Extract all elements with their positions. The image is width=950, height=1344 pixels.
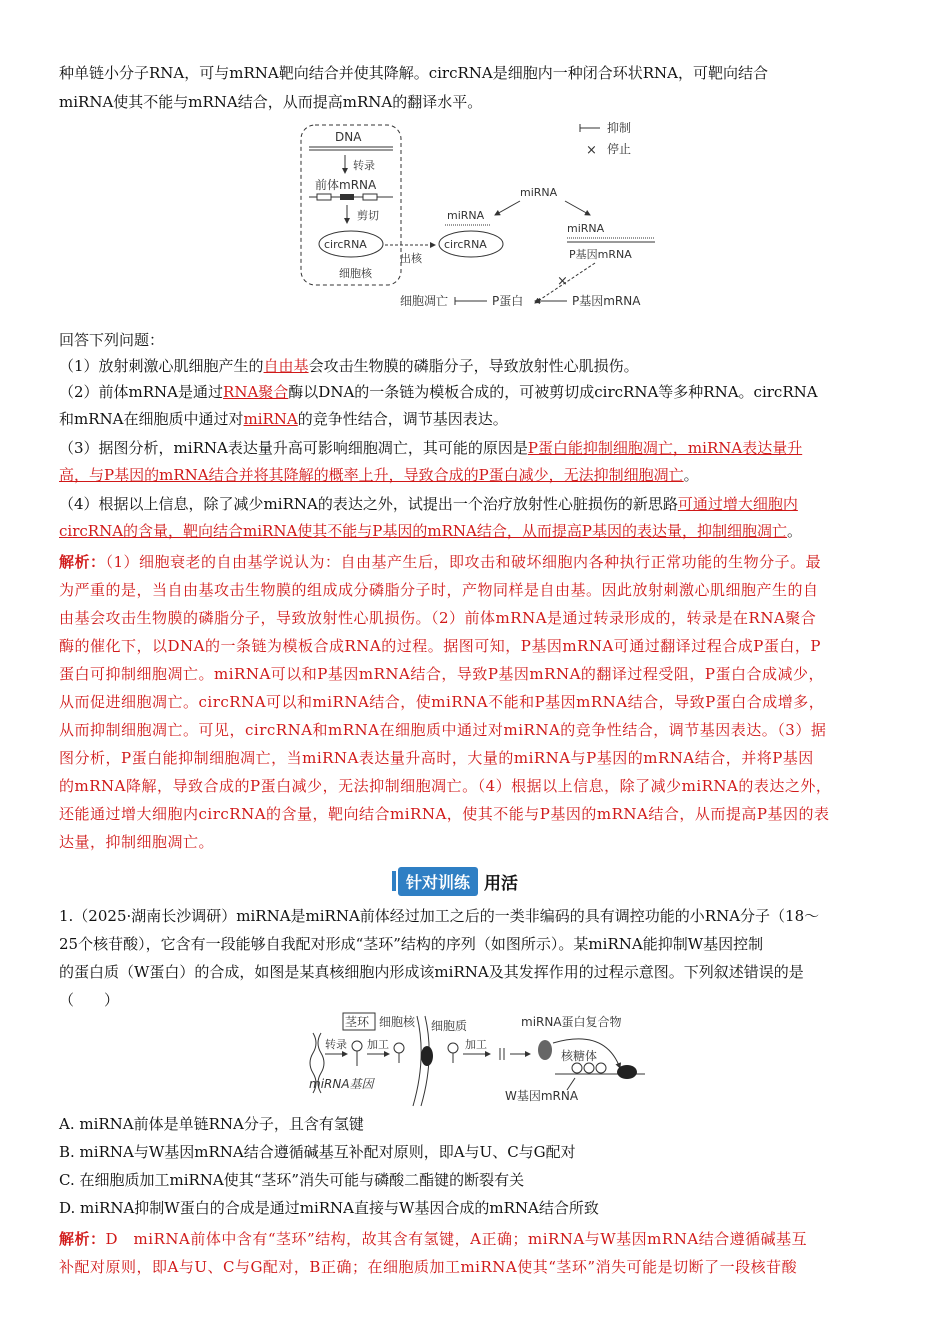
- complex-label: miRNA蛋白复合物: [521, 1015, 622, 1029]
- svg-text:×: ×: [586, 143, 597, 158]
- option-d: D. miRNA抑制W蛋白的合成是通过miRNA直接与W基因合成的mRNA结合所致: [59, 1199, 599, 1217]
- option-c: C. 在细胞质加工miRNA使其“茎环”消失可能与磷酸二酯键的断裂有关: [59, 1171, 525, 1189]
- answer-3b: 高，与P基因的mRNA结合并将其降解的概率上升，导致合成的P蛋白减少，无法抑制细胞凋亡: [59, 466, 684, 484]
- analysis-1-line: 图分析，P蛋白能抑制细胞凋亡，当miRNA表达量升高时，大量的miRNA与P基因的mRNA结合，并将P基因: [59, 749, 814, 767]
- nucleus-box: [301, 125, 401, 285]
- analysis-1-label: 解析：: [59, 553, 106, 571]
- figure-circrna-mirna-diagram: [295, 115, 665, 320]
- circrna-cyto-label: circRNA: [444, 238, 487, 251]
- transcribe-label: 转录: [325, 1038, 347, 1051]
- problem-1-line-4: （ ）: [59, 991, 120, 1009]
- gene-label: miRNA基因: [309, 1077, 374, 1091]
- cytoplasm-label: 细胞质: [431, 1019, 468, 1033]
- analysis-1-line: 达量，抑制细胞凋亡。: [59, 833, 215, 851]
- export-label: 出核: [400, 252, 422, 265]
- analysis-2-answer: D: [105, 1230, 119, 1248]
- transcribe-label: 转录: [353, 159, 375, 172]
- dna-label: DNA: [335, 130, 362, 144]
- legend-inhibit: 抑制: [607, 121, 632, 135]
- problem-1-line-3: 的蛋白质（W蛋白）的合成，如图是某真核细胞内形成该miRNA及其发挥作用的过程示意图。下列叙述错误的是: [59, 963, 804, 981]
- mirna-right-label: miRNA: [567, 222, 605, 235]
- mirna-protein-complex: [538, 1040, 552, 1060]
- svg-text:×: ×: [557, 274, 568, 289]
- analysis-2-line: 补配对原则，即A与U、C与G配对，B正确；在细胞质加工miRNA使其“茎环”消失可能是切断了一段核苷酸: [59, 1258, 798, 1276]
- question-4-line-2: circRNA的含量，靶向结合miRNA使其不能与P基因的mRNA结合，从而提高P基因的表达量，抑制细胞凋亡。: [59, 522, 802, 540]
- analysis-1-line: 解析：（1）细胞衰老的自由基学说认为：自由基产生后，即攻击和破坏细胞内各种执行正常功能的生物分子。最: [59, 553, 822, 571]
- question-1: （1）放射刺激心肌细胞产生的自由基会攻击生物膜的磷脂分子，导致放射性心肌损伤。: [59, 357, 639, 375]
- mirna-left-label: miRNA: [447, 209, 485, 222]
- question-2-line-2: 和mRNA在细胞质中通过对miRNA的竞争性结合，调节基因表达。: [59, 410, 508, 428]
- process1-label: 加工: [367, 1038, 389, 1051]
- p-gene-mrna-top-label: P基因mRNA: [569, 248, 632, 261]
- answer-2a: RNA聚合: [223, 383, 289, 401]
- mirna-top-label: miRNA: [520, 186, 558, 199]
- answer-4b: circRNA的含量，靶向结合miRNA使其不能与P基因的mRNA结合，从而提高P基因的表达量，抑制细胞凋亡: [59, 522, 787, 540]
- analysis-1-line: 从而抑制细胞凋亡。可见，circRNA和mRNA在细胞质中通过对miRNA的竞争性结合，调节基因表达。（3）据: [59, 721, 827, 739]
- problem-1-line-2: 25个核苷酸），它含有一段能够自我配对形成“茎环”结构的序列（如图所示）。某miRNA能抑制W基因控制: [59, 935, 764, 953]
- section-heading: [398, 867, 518, 895]
- section-side-label: 用活: [484, 873, 519, 894]
- p-gene-mrna-bottom-label: P基因mRNA: [572, 294, 641, 308]
- analysis-1: [59, 548, 897, 856]
- ribosome-label: 核糖体: [561, 1049, 598, 1063]
- analysis-1-line: 蛋白可抑制细胞凋亡。miRNA可以和P基因mRNA结合，导致P基因mRNA的翻译过程受阻，P蛋白合成减少，: [59, 665, 825, 683]
- section-badge: 针对训练: [398, 867, 478, 896]
- legend-stop: 停止: [607, 142, 632, 156]
- process2-label: 加工: [465, 1038, 487, 1051]
- problem-1-line-1: 1.（2025·湖南长沙调研）miRNA是miRNA前体经过加工之后的一类非编码的具有调控功能的小RNA分子（18～: [59, 907, 820, 925]
- ribosome-bound: [617, 1065, 637, 1079]
- questions-intro: 回答下列问题：: [59, 331, 165, 349]
- analysis-1-line: 为严重的是，当自由基攻击生物膜的组成成分磷脂分子时，产物同样是自由基。因此放射刺激心肌细胞产生的自: [59, 581, 819, 599]
- p-protein-label: P蛋白: [492, 294, 524, 308]
- question-2-line-1: （2）前体mRNA是通过RNA聚合酶以DNA的一条链为模板合成的，可被剪切成circRNA等多种RNA。circRNA: [59, 383, 818, 401]
- analysis-2-line: 解析：D miRNA前体中含有“茎环”结构，故其含有氢键，A正确；miRNA与W基因mRNA结合遵循碱基互: [59, 1230, 808, 1248]
- question-4-line-1: （4）根据以上信息，除了减少miRNA的表达之外，试提出一个治疗放射性心脏损伤的新思路可通过增大细胞内: [59, 495, 798, 513]
- intro-line-1: 种单链小分子RNA，可与mRNA靶向结合并使其降解。circRNA是细胞内一种闭合环状RNA，可靶向结合: [59, 64, 769, 82]
- option-b: B. miRNA与W基因mRNA结合遵循碱基互补配对原则，即A与U、C与G配对: [59, 1143, 576, 1161]
- analysis-1-line: 由基会攻击生物膜的磷脂分子，导致放射性心肌损伤。（2）前体mRNA是通过转录形成的，转录是在RNA聚合: [59, 609, 817, 627]
- analysis-1-line: 的mRNA降解，导致合成的P蛋白减少，无法抑制细胞凋亡。（4）根据以上信息，除了减少miRNA的表达之外，: [59, 777, 832, 795]
- answer-4a: 可通过增大细胞内: [677, 495, 798, 513]
- pre-mrna-label: 前体mRNA: [315, 178, 377, 192]
- stem-loop-label: 茎环: [345, 1015, 370, 1029]
- answer-3a: P蛋白能抑制细胞凋亡，miRNA表达量升: [527, 439, 803, 457]
- analysis-2-label: 解析：: [59, 1230, 106, 1248]
- intro-line-2: miRNA使其不能与mRNA结合，从而提高mRNA的翻译水平。: [59, 93, 483, 111]
- question-3-line-2: 高，与P基因的mRNA结合并将其降解的概率上升，导致合成的P蛋白减少，无法抑制细胞凋亡。: [59, 466, 699, 484]
- answer-2b: miRNA: [243, 410, 298, 428]
- option-a: A. miRNA前体是单链RNA分子，且含有氢键: [59, 1115, 364, 1133]
- apoptosis-label: 细胞凋亡: [400, 294, 449, 308]
- question-3-line-1: （3）据图分析，miRNA表达量升高可影响细胞凋亡，其可能的原因是P蛋白能抑制细胞凋亡，miRNA表达量升: [59, 439, 803, 457]
- analysis-1-line: 酶的催化下，以DNA的一条链为模板合成RNA的过程。据图可知，P基因mRNA可通过翻译过程合成P蛋白，P: [59, 637, 821, 655]
- w-mrna-label: W基因mRNA: [505, 1089, 579, 1103]
- circrna-nucleus-label: circRNA: [324, 238, 367, 251]
- figure-mirna-pathway: [305, 1008, 650, 1110]
- analysis-1-line: 从而促进细胞凋亡。circRNA可以和miRNA结合，使miRNA不能和P基因mRNA结合，导致P蛋白合成增多，: [59, 693, 825, 711]
- nucleus-label: 细胞核: [379, 1015, 416, 1029]
- answer-1: 自由基: [263, 357, 309, 375]
- analysis-2: [59, 1225, 897, 1281]
- analysis-1-line: 还能通过增大细胞内circRNA的含量，靶向结合miRNA，使其不能与P基因的mRNA结合，从而提高P基因的表: [59, 805, 830, 823]
- cut-label: 剪切: [357, 209, 379, 222]
- nucleus-label: 细胞核: [339, 267, 372, 280]
